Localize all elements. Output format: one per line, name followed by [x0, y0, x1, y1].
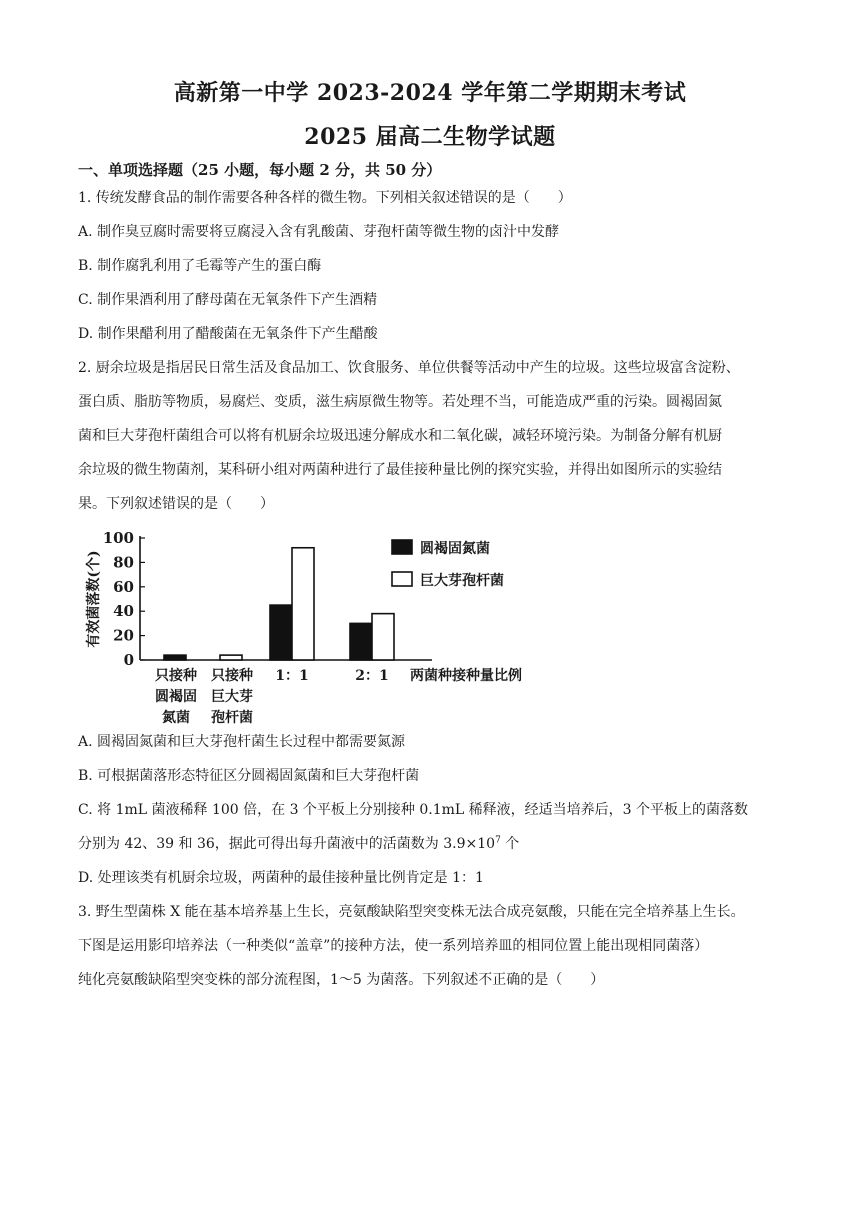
q2-option-b: B. 可根据菌落形态特征区分圆褐固氮菌和巨大芽孢杆菌	[78, 768, 420, 784]
section-heading: 一、单项选择题（25 小题，每小题 2 分，共 50 分）	[78, 161, 442, 179]
y-tick-label: 60	[113, 577, 134, 596]
bar-azotobacter-0	[164, 655, 186, 660]
x-tick-label: 巨大芽	[211, 689, 253, 705]
x-tick-label: 只接种	[211, 668, 253, 684]
q2-option-c-line-1: C. 将 1mL 菌液稀释 100 倍，在 3 个平板上分别接种 0.1mL 稀释液，经适当培养后，3 个平板上的菌落数	[78, 802, 749, 818]
y-axis-label: 有效菌落数(个)	[86, 550, 102, 648]
legend-swatch	[392, 540, 412, 554]
x-tick-label: 只接种	[155, 668, 197, 684]
q2-stem-line-4: 余垃圾的微生物菌剂，某科研小组对两菌种进行了最佳接种量比例的探究实验，并得出如图所示的实验结	[78, 462, 722, 478]
y-tick-label: 100	[102, 529, 134, 547]
x-tick-label: 2：1	[355, 668, 389, 684]
q2-stem-line-1: 2. 厨余垃圾是指居民日常生活及食品加工、饮食服务、单位供餐等活动中产生的垃圾。这些垃圾富含淀粉、	[78, 360, 740, 376]
bar-bacillus-1	[220, 655, 242, 660]
q3-stem-line-1: 3. 野生型菌株 X 能在基本培养基上生长，亮氨酸缺陷型突变株无法合成亮氨酸，只能在完全培养基上生长。	[78, 904, 745, 920]
legend-label: 圆褐固氮菌	[420, 541, 490, 557]
q2-option-c-unit: 个	[500, 836, 520, 852]
q1-stem: 1. 传统发酵食品的制作需要各种各样的微生物。下列相关叙述错误的是（ ）	[78, 190, 572, 206]
x-axis-label: 两菌种接种量比例	[410, 668, 522, 684]
x-tick-label: 圆褐固	[155, 689, 197, 705]
q2-option-d: D. 处理该类有机厨余垃圾，两菌种的最佳接种量比例肯定是 1：1	[78, 870, 484, 886]
y-tick-label: 40	[113, 602, 134, 621]
q2-option-a: A. 圆褐固氮菌和巨大芽孢杆菌生长过程中都需要氮源	[78, 734, 406, 750]
q3-stem-line-3: 纯化亮氨酸缺陷型突变株的部分流程图，1～5 为菌落。下列叙述不正确的是（ ）	[78, 972, 605, 988]
legend-swatch	[392, 572, 412, 586]
q1-option-a: A. 制作臭豆腐时需要将豆腐浸入含有乳酸菌、芽孢杆菌等微生物的卤汁中发酵	[78, 224, 560, 240]
x-tick-label: 孢杆菌	[211, 710, 253, 724]
q1-option-c: C. 制作果酒利用了酵母菌在无氧条件下产生酒精	[78, 292, 378, 308]
legend-label: 巨大芽孢杆菌	[420, 573, 504, 589]
bar-azotobacter-2	[270, 605, 292, 660]
x-tick-label: 氮菌	[162, 710, 190, 724]
y-tick-label: 80	[113, 553, 134, 572]
exam-subtitle: 2025 届高二生物学试题	[304, 124, 556, 150]
y-tick-label: 0	[123, 651, 134, 669]
q2-option-c-text: 分别为 42、39 和 36，据此可得出每升菌液中的活菌数为 3.9×10	[78, 836, 496, 852]
x-tick-label: 1：1	[275, 668, 309, 684]
q2-option-c-line-2	[78, 835, 790, 853]
exam-title: 高新第一中学 2023-2024 学年第二学期期末考试	[173, 80, 687, 106]
bar-bacillus-2	[292, 548, 314, 660]
y-tick-label: 20	[113, 626, 134, 645]
bar-bacillus-3	[372, 614, 394, 660]
bar-azotobacter-3	[350, 623, 372, 660]
bar-chart	[80, 524, 560, 724]
q1-option-d: D. 制作果醋利用了醋酸菌在无氧条件下产生醋酸	[78, 326, 378, 342]
q2-stem-line-3: 菌和巨大芽孢杆菌组合可以将有机厨余垃圾迅速分解成水和二氧化碳，减轻环境污染。为制备分解有机厨	[78, 428, 722, 444]
q2-stem-line-5: 果。下列叙述错误的是（ ）	[78, 496, 274, 512]
q1-option-b: B. 制作腐乳利用了毛霉等产生的蛋白酶	[78, 258, 322, 274]
q3-stem-line-2: 下图是运用影印培养法（一种类似“盖章”的接种方法，使一系列培养皿的相同位置上能出现相同菌落）	[78, 938, 709, 954]
q2-option-c-exponent: 7	[495, 835, 501, 846]
q2-stem-line-2: 蛋白质、脂肪等物质，易腐烂、变质，滋生病原微生物等。若处理不当，可能造成严重的污染。圆褐固氮	[78, 394, 722, 410]
